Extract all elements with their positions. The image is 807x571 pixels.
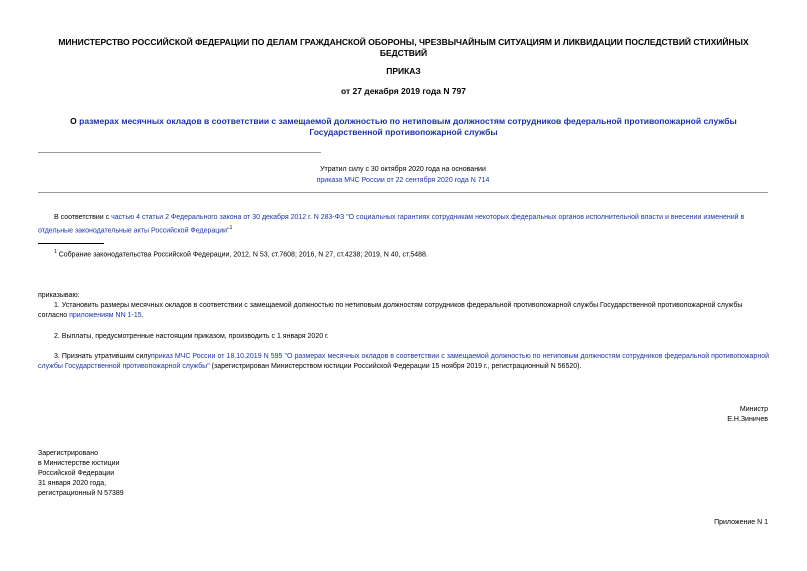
item-3-end: (зарегистрирован Министерством юстиции Российской Федерации 15 ноября 2019 г., регистрационный N 56520). — [209, 363, 582, 370]
footnote-text: Собрание законодательства Российской Федерации, 2012, N 53, ст.7608; 2016, N 27, ст.4238; 2019, N 40, ст.5488. — [56, 251, 428, 259]
appendices-link[interactable]: приложениям NN 1-15 — [69, 312, 142, 319]
registration-line: регистрационный N 57389 — [38, 490, 124, 497]
registration-line: Зарегистрировано — [38, 450, 98, 457]
ministry-heading: МИНИСТЕРСТВО РОССИЙСКОЙ ФЕДЕРАЦИИ ПО ДЕЛАМ ГРАЖДАНСКОЙ ОБОРОНЫ, ЧРЕЗВЫЧАЙНЫМ СИТУАЦИЯМ И ЛИКВИДАЦИИ ПОСЛЕДСТВИЙ СТИХИЙНЫХ БЕДСТВИЙ — [58, 37, 749, 58]
registration-block — [38, 449, 124, 499]
footnote — [54, 247, 768, 260]
item-2: 2. Выплаты, предусмотренные настоящим приказом, производить с 1 января 2020 г. — [54, 333, 329, 340]
title-prefix: О — [70, 116, 80, 126]
status-line-1: Утратил силу с 30 октября 2020 года на основании — [320, 166, 486, 173]
registration-line: 31 января 2020 года, — [38, 480, 107, 487]
item-3-text: 3. Признать утратившим силу — [54, 353, 152, 360]
preamble-footnote-mark[interactable]: 1 — [229, 225, 233, 231]
status-line-2 — [38, 176, 768, 186]
federal-law-link[interactable]: частью 4 статьи 2 Федерального закона от 30 декабря 2012 г. N 283-ФЗ "О социальных гарантиях сотрудникам некоторых федеральных органов исполнительной власти и внесении изменений в отдельные законодательные акты Российской Федерации" — [38, 214, 745, 235]
item-1-end: . — [141, 312, 144, 319]
item-1 — [38, 301, 768, 321]
repeal-order-link[interactable]: приказа МЧС России от 22 сентября 2020 года N 714 — [316, 177, 490, 184]
footnote-mark: 1 — [54, 249, 57, 255]
signature-position: Министр — [739, 406, 768, 413]
registration-line: Российской Федерации — [38, 470, 115, 477]
preamble-text: В соответствии с — [54, 214, 112, 221]
repealed-order-link[interactable]: приказ МЧС России от 18.10.2019 N 595 "О размерах месячных окладов в соответствии с замещаемой должностью по нетиповым должностям сотрудников федеральной противопожарной службы Государственной противопожарной службы" — [38, 353, 769, 370]
doc-type-heading: ПРИКАЗ — [386, 66, 421, 76]
status-top-rule — [38, 152, 321, 153]
item-3 — [38, 352, 769, 372]
preamble-paragraph — [38, 213, 769, 236]
signature-name: Е.Н.Зиничев — [727, 416, 768, 423]
doc-date-number: от 27 декабря 2019 года N 797 — [340, 86, 467, 96]
appendix-label: Приложение N 1 — [714, 519, 768, 526]
title-link[interactable]: размерах месячных окладов в соответствии с замещаемой должностью по нетиповым должностям сотрудников федеральной противопожарной службы Государственной противопожарной службы — [79, 116, 737, 137]
item-1-text: 1. Установить размеры месячных окладов в соответствии с замещаемой должностью по нетиповым должностям сотрудников федеральной противопожарной службы Государственной противопожарной службы согласно — [38, 302, 743, 319]
document-title — [45, 116, 762, 138]
footnote-rule — [38, 243, 104, 244]
status-bottom-rule — [38, 192, 768, 193]
order-word: приказываю: — [38, 292, 80, 299]
registration-line: в Министерстве юстиции — [38, 460, 120, 467]
